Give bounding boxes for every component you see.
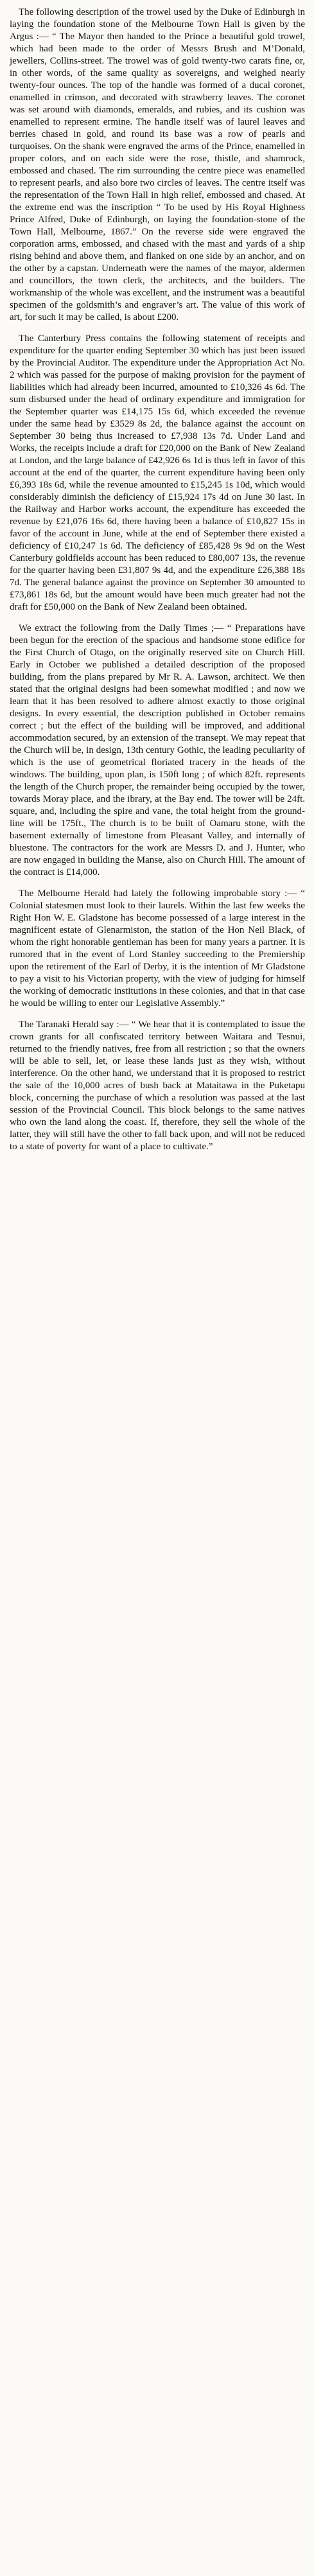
article-paragraph-canterbury-press: The Canterbury Press contains the following statement of receipts and expenditure for the quarter ending September 30 which has just been issued by the Provincial Auditor. The expenditure under the Appropriation Act No. 2 which was passed for the purpose of making provision for the payment of liabilities which had already been incurred, amounted to £10,326 4s 6d. The sum disbursed under the head of ordinary expenditure and immigration for the September quarter was £14,175 15s 6d, which exceeded the revenue under the same head by £3529 8s 2d, the balance against the account on September 30 being thus increased to £7,938 13s 7d. Under Land and Works, the receipts include a draft for £20,000 on the Bank of New Zealand at London, and the large balance of £42,926 6s 1d is thus left in favor of this account at the end of the quarter, the current expenditure having been only £6,393 18s 6d, while the revenue amounted to £15,245 1s 10d, which would considerably diminish the deficiency of £15,924 17s 4d on June 30 last. In the Railway and Harbor works account, the expenditure has exceeded the revenue by £21,076 16s 6d, there having been a balance of £10,827 15s in favor of the account in June, while at the end of September there existed a deficiency of £10,247 1s 6d. The deficiency of £85,428 9s 9d on the West Canterbury goldfields account has been reduced to £80,007 13s, the revenue for the quarter having been £31,807 9s 4d, and the expenditure £26,388 18s 7d. The general balance against the province on September 30 amounted to £73,861 18s 6d, but the amount would have been much greater had not the draft for £50,000 on the Bank of New Zealand been obtained. <box>10 333 305 612</box>
article-paragraph-first-church: We extract the following from the Daily Times ;— “ Preparations have been begun for the erection of the spacious and handsome stone edifice for the First Church of Otago, on the originally reserved site on Church Hill. Early in October we published a detailed description of the proposed building, from the plans prepared by Mr R. A. Lawson, architect. We then stated that the original designs had been somewhat modified ; and now we learn that it has been resolved to adhere almost exactly to those original designs. In every essential, the description published in October remains correct ; but the effect of the building will be improved, and additional accommodation secured, by an extension of the transept. We may repeat that the Church will be, in design, 13th century Gothic, the leading peculiarity of which is the use of geometrical floriated tracery in the heads of the windows. The building, upon plan, is 150ft long ; of which 82ft. represents the length of the Church proper, the remainder being occupied by the tower, towards Moray place, and the ibrary, at the Bay end. The tower will be 24ft. square, and, including the spire and vane, the total height from the ground-line will be 175ft., The church is to be built of Oamaru stone, with the basement externally of limestone from Pleasant Valley, and internally of bluestone. The contractors for the work are Messrs D. and J. Hunter, who are now engaged in building the Manse, also on Church Hill. The amount of the contract is £14,000. <box>10 623 305 878</box>
article-paragraph-trowel: The following description of the trowel used by the Duke of Edinburgh in laying the foundation stone of the Melbourne Town Hall is given by the Argus :— “ The Mayor then handed to the Prince a beautiful gold trowel, which had been made to the order of Messrs Brush and M’Donald, jewellers, Collins-street. The trowel was of gold twenty-two carats fine, or, in other words, of the same quality as sovereigns, and weighed nearly twenty-four ounces. The top of the handle was formed of a ducal coronet, enamelled in crimson, and decorated with strawberry leaves. The coronet was set around with diamonds, emeralds, and rubies, and its cushion was enamelled to represent ermine. The handle itself was of laurel leaves and berries chased in gold, and round its base was a row of pearls and turquoises. On the shank were engraved the arms of the Prince, enamelled in proper colors, and on each side were the rose, thistle, and shamrock, embossed and chased. The rim surrounding the centre piece was enamelled to represent pearls, and also bore two circles of leaves. The centre itself was the representation of the Town Hall in high relief, embossed and chased. At the extreme end was the inscription “ To be used by His Royal Highness Prince Alfred, Duke of Edinburgh, on laying the foundation-stone of the Town Hall, Melbourne, 1867.” On the reverse side were engraved the corporation arms, embossed, and chased with the mast and yards of a ship rising behind and above them, and flanked on one side by an anchor, and on the other by a capstan. Underneath were the names of the mayor, aldermen and councillors, the town clerk, the architects, and the builders. The workmanship of the whole was excellent, and the instrument was a beautiful specimen of the goldsmith’s and engraver’s art. The value of this work of art, for such it may be called, is about £200. <box>10 7 305 322</box>
article-paragraph-melbourne-herald: The Melbourne Herald had lately the following improbable story :— “ Colonial statesmen must look to their laurels. Within the last few weeks the Right Hon W. E. Gladstone has become possessed of a large interest in the magnificent estate of Glenarmiston, the station of the Hon Neil Black, of whom the right honorable gentleman has been for many years a partner. It is rumored that in the event of Lord Stanley succeeding to the Premiership upon the retirement of the Earl of Derby, it is the intention of Mr Gladstone to pay a visit to his Victorian property, with the view of judging for himself the working of democratic institutions in these colonies, and that in that case he would be willing to enter our Legislative Assembly.” <box>10 888 305 1009</box>
article-paragraph-taranaki-herald: The Taranaki Herald say :— “ We hear that it is contemplated to issue the crown grants for all confiscated territory between Waitara and Tesnui, returned to the friendly natives, free from all restriction ; so that the owners will be able to sell, let, or lease these lands just as they wish, without interference. On the other hand, we understand that it is proposed to restrict the sale of the 10,000 acres of bush back at Mataitawa in the Puketapu block, concerning the purchase of which a resolution was passed at the last session of the Provincial Council. This block belongs to the same natives who own the land along the coast. If, therefore, they sell the whole of the latter, they will still have the other to fall back upon, and will not be reduced to a state of poverty for want of a place to cultivate.” <box>10 1019 305 1152</box>
